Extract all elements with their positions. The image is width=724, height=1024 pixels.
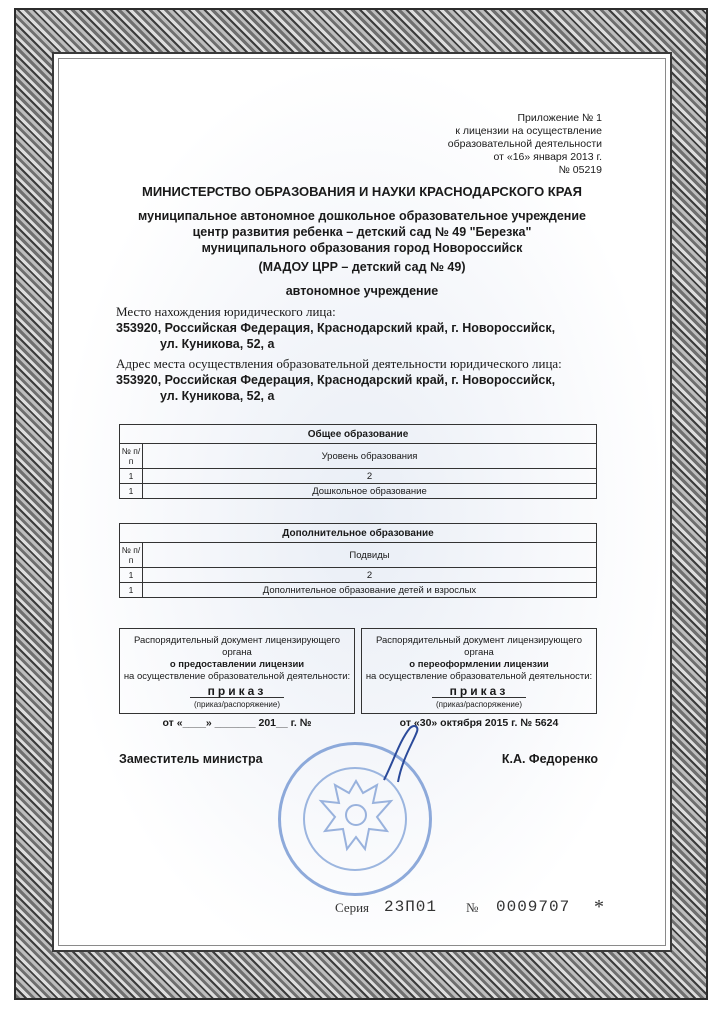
activity-address-block bbox=[116, 356, 562, 404]
location-line: ул. Куникова, 52, а bbox=[160, 337, 275, 351]
appendix-date: от «16» января 2013 г. bbox=[493, 151, 602, 163]
doc-type-note: (приказ/распоряжение) bbox=[193, 700, 280, 709]
column-header: № п/п bbox=[120, 543, 143, 568]
doc-text: на осуществление образовательной деятельности: bbox=[365, 671, 593, 682]
doc-text: Распорядительный документ лицензирующего органа bbox=[133, 635, 341, 658]
reissue-document-box bbox=[361, 628, 597, 729]
doc-text: о предоставлении лицензии bbox=[169, 659, 305, 670]
doc-type: приказ bbox=[432, 685, 527, 698]
location-line: 353920, Российская Федерация, Краснодарский край, г. Новороссийск, bbox=[116, 321, 556, 335]
appendix-line: Приложение № 1 bbox=[517, 112, 602, 124]
doc-date: от «____» _______ 201__ г. № bbox=[162, 717, 312, 729]
column-header: № п/п bbox=[120, 444, 143, 469]
additional-education-table bbox=[119, 523, 597, 598]
location-label: Место нахождения юридического лица: bbox=[116, 304, 336, 319]
doc-text: Распорядительный документ лицензирующего органа bbox=[375, 635, 583, 658]
general-education-table bbox=[119, 424, 597, 499]
org-short-name: (МАДОУ ЦРР – детский сад № 49) bbox=[258, 260, 466, 274]
table-title: Общее образование bbox=[120, 425, 597, 444]
column-header: Уровень образования bbox=[143, 444, 597, 469]
grant-document-box bbox=[119, 628, 355, 729]
table-cell: 2 bbox=[143, 568, 597, 583]
activity-address-line: 353920, Российская Федерация, Краснодарский край, г. Новороссийск, bbox=[116, 373, 556, 387]
table-cell: 1 bbox=[120, 583, 143, 598]
appendix-license-number: № 05219 bbox=[558, 164, 602, 176]
doc-type-note: (приказ/распоряжение) bbox=[435, 700, 522, 709]
table-cell: 1 bbox=[120, 568, 143, 583]
location-block bbox=[116, 304, 555, 352]
blank-series: 23П01 bbox=[384, 898, 438, 916]
activity-address-label: Адрес места осуществления образовательной деятельности юридического лица: bbox=[116, 356, 562, 371]
appendix-line: образовательной деятельности bbox=[447, 138, 602, 150]
doc-date: от «30» октября 2015 г. № 5624 bbox=[399, 717, 559, 729]
org-name-line: муниципальное автономное дошкольное образовательное учреждение bbox=[138, 209, 586, 223]
doc-text: о переоформлении лицензии bbox=[409, 659, 549, 670]
table-cell: 2 bbox=[143, 469, 597, 484]
activity-address-line: ул. Куникова, 52, а bbox=[160, 389, 275, 403]
organization-name bbox=[110, 208, 614, 256]
appendix-line: к лицензии на осуществление bbox=[455, 125, 602, 137]
table-cell: Дополнительное образование детей и взрослых bbox=[143, 583, 597, 598]
doc-type: приказ bbox=[190, 685, 285, 698]
table-cell: 1 bbox=[120, 469, 143, 484]
blank-series-label: Серия bbox=[335, 900, 370, 915]
org-name-line: центр развития ребенка – детский сад № 49 "Березка" bbox=[192, 225, 532, 239]
table-title: Дополнительное образование bbox=[120, 524, 597, 543]
appendix-note bbox=[448, 112, 602, 177]
column-header: Подвиды bbox=[143, 543, 597, 568]
blank-number: 0009707 bbox=[496, 898, 571, 916]
signatory-name: К.А. Федоренко bbox=[501, 752, 598, 766]
ministry-title: МИНИСТЕРСТВО ОБРАЗОВАНИЯ И НАУКИ КРАСНОДАРСКОГО КРАЯ bbox=[141, 184, 582, 199]
table-cell: Дошкольное образование bbox=[143, 484, 597, 499]
signature-stroke-icon bbox=[380, 720, 440, 790]
blank-number-label: № bbox=[466, 900, 479, 915]
blank-mark: * bbox=[594, 896, 604, 918]
org-kind: автономное учреждение bbox=[285, 284, 439, 298]
doc-text: на осуществление образовательной деятельности: bbox=[123, 671, 351, 682]
signatory-position: Заместитель министра bbox=[119, 752, 263, 766]
table-cell: 1 bbox=[120, 484, 143, 499]
org-name-line: муниципального образования город Новороссийск bbox=[201, 241, 523, 255]
